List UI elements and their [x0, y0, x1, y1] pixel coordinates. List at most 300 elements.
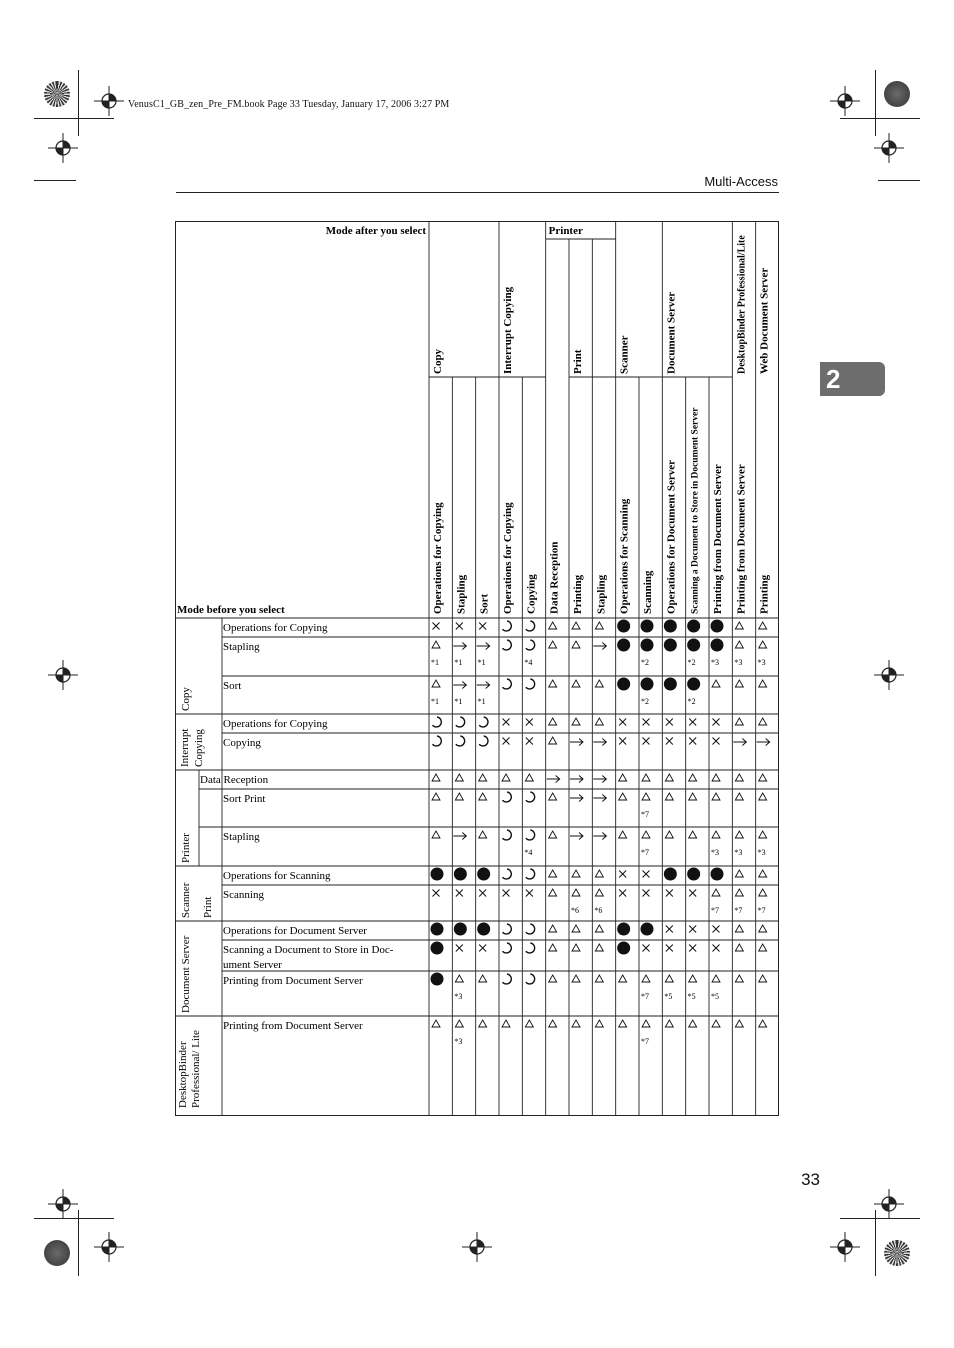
- triangle-icon: [549, 944, 557, 951]
- hollow-circle-icon: [526, 792, 535, 802]
- crop-line: [34, 180, 76, 181]
- registration-mark-icon: [874, 660, 904, 690]
- filled-circle-icon: [664, 868, 677, 881]
- cross-icon: [479, 623, 486, 630]
- filled-circle-icon: [617, 678, 630, 691]
- filled-circle-icon: [687, 620, 700, 633]
- cell-note: *1: [431, 697, 439, 706]
- cross-icon: [666, 738, 673, 745]
- triangle-icon: [595, 1020, 603, 1027]
- triangle-icon: [689, 831, 697, 838]
- column-header: Operations for Copying: [432, 502, 444, 614]
- triangle-icon: [549, 641, 557, 648]
- cross-icon: [666, 945, 673, 952]
- triangle-icon: [619, 831, 627, 838]
- triangle-icon: [759, 718, 767, 725]
- triangle-icon: [759, 1020, 767, 1027]
- triangle-icon: [735, 870, 743, 877]
- cell-note: *4: [524, 848, 533, 857]
- column-header: Sort: [478, 593, 491, 614]
- triangle-icon: [595, 925, 603, 932]
- cross-icon: [666, 890, 673, 897]
- cell-note: *1: [477, 658, 486, 667]
- triangle-icon: [665, 774, 673, 781]
- cross-icon: [433, 890, 440, 897]
- hollow-circle-icon: [503, 974, 512, 984]
- filled-circle-icon: [617, 620, 630, 633]
- cross-icon: [689, 738, 696, 745]
- filled-circle-icon: [431, 868, 444, 881]
- hollow-circle-icon: [503, 792, 512, 802]
- arrow-right-icon: [593, 795, 606, 802]
- cross-icon: [433, 623, 440, 630]
- row-subgroup-label-print: Print: [202, 896, 214, 918]
- cross-icon: [456, 890, 463, 897]
- triangle-icon: [455, 793, 463, 800]
- triangle-icon: [525, 774, 533, 781]
- row-label: Operations for Document Server: [223, 925, 367, 937]
- row-group-label: Copying: [193, 729, 205, 767]
- triangle-icon: [735, 1020, 743, 1027]
- triangle-icon: [689, 793, 697, 800]
- triangle-icon: [455, 774, 463, 781]
- cell-note: *2: [641, 658, 649, 667]
- hollow-circle-icon: [526, 869, 535, 879]
- filled-circle-icon: [641, 620, 654, 633]
- triangle-icon: [479, 774, 487, 781]
- row-label: Data Reception: [200, 774, 269, 786]
- triangle-icon: [525, 1020, 533, 1027]
- arrow-right-icon: [593, 643, 606, 650]
- arrow-right-icon: [593, 776, 606, 783]
- cell-note: *6: [594, 906, 603, 915]
- row-group-label: Document Server: [180, 935, 192, 1013]
- cross-icon: [643, 719, 650, 726]
- registration-mark-icon: [48, 660, 78, 690]
- cell-note: *1: [431, 658, 439, 667]
- cell-note: *3: [454, 992, 463, 1001]
- triangle-icon: [642, 1020, 650, 1027]
- cross-icon: [526, 719, 533, 726]
- triangle-icon: [572, 975, 580, 982]
- group-header-print: Print: [572, 349, 584, 374]
- triangle-icon: [665, 975, 673, 982]
- triangle-icon: [595, 680, 603, 687]
- triangle-icon: [572, 944, 580, 951]
- cross-icon: [713, 926, 720, 933]
- arrow-right-icon: [570, 776, 583, 783]
- registration-mark-icon: [830, 1232, 860, 1262]
- triangle-icon: [712, 975, 720, 982]
- triangle-icon: [479, 793, 487, 800]
- calibration-disc-icon: [44, 1240, 70, 1266]
- triangle-icon: [549, 870, 557, 877]
- hollow-circle-icon: [526, 679, 535, 689]
- cross-icon: [526, 738, 533, 745]
- crop-line: [875, 70, 876, 136]
- cell-note: *3: [757, 658, 766, 667]
- chapter-tab: 2: [820, 362, 885, 396]
- column-header: Operations for Copying: [502, 502, 514, 614]
- triangle-icon: [735, 889, 743, 896]
- crop-line: [34, 118, 114, 119]
- filled-circle-icon: [641, 923, 654, 936]
- group-header: Copy: [432, 348, 444, 374]
- cross-icon: [689, 890, 696, 897]
- crop-line: [878, 180, 920, 181]
- cross-icon: [713, 945, 720, 952]
- cell-note: *3: [734, 848, 743, 857]
- triangle-icon: [642, 975, 650, 982]
- filled-circle-icon: [664, 678, 677, 691]
- triangle-icon: [572, 680, 580, 687]
- cross-icon: [643, 890, 650, 897]
- cross-icon: [526, 890, 533, 897]
- triangle-icon: [712, 680, 720, 687]
- triangle-icon: [432, 793, 440, 800]
- triangle-icon: [595, 622, 603, 629]
- triangle-icon: [549, 889, 557, 896]
- cell-note: *7: [734, 906, 743, 915]
- cell-note: *7: [641, 810, 649, 819]
- hollow-circle-icon: [433, 717, 442, 727]
- hollow-circle-icon: [526, 830, 535, 840]
- triangle-icon: [502, 1020, 510, 1027]
- triangle-icon: [759, 641, 767, 648]
- triangle-icon: [619, 793, 627, 800]
- triangle-icon: [712, 1020, 720, 1027]
- triangle-icon: [665, 831, 673, 838]
- filled-circle-icon: [617, 942, 630, 955]
- triangle-icon: [712, 889, 720, 896]
- column-header: Stapling: [595, 574, 608, 614]
- crop-line: [875, 1210, 876, 1276]
- triangle-icon: [479, 975, 487, 982]
- triangle-icon: [735, 774, 743, 781]
- triangle-icon: [549, 622, 557, 629]
- cell-note: *7: [711, 906, 719, 915]
- triangle-icon: [642, 774, 650, 781]
- cross-icon: [643, 945, 650, 952]
- crop-line: [34, 1218, 114, 1219]
- triangle-icon: [759, 793, 767, 800]
- triangle-icon: [549, 925, 557, 932]
- arrow-right-icon: [477, 682, 490, 689]
- triangle-icon: [455, 1020, 463, 1027]
- column-header: Copying: [525, 574, 538, 614]
- column-header: Printing: [758, 574, 771, 614]
- triangle-icon: [549, 793, 557, 800]
- registration-mark-icon: [48, 1189, 78, 1219]
- row-label: Sort: [223, 680, 242, 692]
- corner-label-after: Mode after you select: [325, 225, 426, 237]
- cell-note: *2: [641, 697, 649, 706]
- column-header: Scanning: [642, 570, 654, 614]
- cross-icon: [503, 738, 510, 745]
- cross-icon: [619, 719, 626, 726]
- group-header: Document Server: [665, 291, 678, 374]
- filled-circle-icon: [477, 868, 490, 881]
- triangle-icon: [735, 944, 743, 951]
- row-label: Stapling: [223, 641, 260, 653]
- triangle-icon: [665, 793, 673, 800]
- hollow-circle-icon: [456, 736, 465, 746]
- section-title: Multi-Access: [704, 174, 778, 189]
- cell-note: *3: [454, 1037, 463, 1046]
- filled-circle-icon: [617, 923, 630, 936]
- hollow-circle-icon: [503, 679, 512, 689]
- row-group-label: Copy: [180, 687, 192, 711]
- calibration-disc-icon: [884, 81, 910, 107]
- triangle-icon: [759, 944, 767, 951]
- print-header: VenusC1_GB_zen_Pre_FM.book Page 33 Tuesday, January 17, 2006 3:27 PM: [128, 99, 450, 110]
- row-label: Scanning a Document to Store in Doc-: [223, 944, 394, 956]
- triangle-icon: [735, 831, 743, 838]
- group-header: Web Document Server: [758, 267, 771, 374]
- calibration-disc-icon: [884, 1240, 910, 1266]
- triangle-icon: [455, 975, 463, 982]
- crop-line: [840, 1218, 920, 1219]
- row-label: Operations for Copying: [223, 622, 328, 634]
- registration-mark-icon: [462, 1232, 492, 1262]
- column-header: Scanning a Document to Store in Document Server: [690, 407, 701, 614]
- triangle-icon: [549, 831, 557, 838]
- triangle-icon: [735, 680, 743, 687]
- triangle-icon: [619, 975, 627, 982]
- triangle-icon: [735, 641, 743, 648]
- filled-circle-icon: [687, 868, 700, 881]
- group-header: DesktopBinder Professional/Lite: [736, 235, 748, 374]
- triangle-icon: [572, 622, 580, 629]
- cell-note: *3: [734, 658, 743, 667]
- triangle-icon: [712, 831, 720, 838]
- cross-icon: [456, 945, 463, 952]
- cell-note: *7: [641, 848, 649, 857]
- triangle-icon: [432, 641, 440, 648]
- triangle-icon: [759, 774, 767, 781]
- cross-icon: [643, 871, 650, 878]
- triangle-icon: [549, 1020, 557, 1027]
- cell-note: *3: [711, 658, 719, 667]
- arrow-right-icon: [570, 833, 583, 840]
- cross-icon: [479, 945, 486, 952]
- arrow-right-icon: [453, 833, 466, 840]
- registration-mark-icon: [94, 1232, 124, 1262]
- triangle-icon: [595, 975, 603, 982]
- arrow-right-icon: [547, 776, 560, 783]
- calibration-disc-icon: [44, 81, 70, 107]
- hollow-circle-icon: [526, 924, 535, 934]
- arrow-right-icon: [570, 795, 583, 802]
- cross-icon: [619, 890, 626, 897]
- filled-circle-icon: [431, 973, 444, 986]
- arrow-right-icon: [453, 643, 466, 650]
- triangle-icon: [479, 1020, 487, 1027]
- arrow-right-icon: [593, 833, 606, 840]
- triangle-icon: [595, 944, 603, 951]
- filled-circle-icon: [477, 923, 490, 936]
- cell-note: *6: [571, 906, 579, 915]
- row-group-label: Printer: [180, 833, 192, 863]
- hollow-circle-icon: [479, 717, 488, 727]
- triangle-icon: [642, 793, 650, 800]
- row-label: Stapling: [223, 831, 260, 843]
- hollow-circle-icon: [526, 943, 535, 953]
- triangle-icon: [665, 1020, 673, 1027]
- cell-note: *5: [664, 992, 673, 1001]
- filled-circle-icon: [431, 923, 444, 936]
- cell-note: *4: [524, 658, 533, 667]
- filled-circle-icon: [617, 639, 630, 652]
- row-label: Scanning: [223, 889, 264, 901]
- triangle-icon: [712, 774, 720, 781]
- triangle-icon: [735, 718, 743, 725]
- hollow-circle-icon: [526, 974, 535, 984]
- crop-line: [840, 118, 920, 119]
- triangle-icon: [642, 831, 650, 838]
- hollow-circle-icon: [503, 869, 512, 879]
- row-group-label: Professional/ Lite: [190, 1030, 202, 1108]
- hollow-circle-icon: [503, 943, 512, 953]
- triangle-icon: [432, 1020, 440, 1027]
- triangle-icon: [689, 975, 697, 982]
- cross-icon: [619, 738, 626, 745]
- cell-note: *1: [454, 658, 463, 667]
- cell-note: *1: [477, 697, 486, 706]
- triangle-icon: [572, 718, 580, 725]
- cell-note: *7: [757, 906, 766, 915]
- filled-circle-icon: [711, 868, 724, 881]
- triangle-icon: [549, 680, 557, 687]
- triangle-icon: [572, 1020, 580, 1027]
- registration-mark-icon: [830, 86, 860, 116]
- cell-note: *1: [454, 697, 463, 706]
- triangle-icon: [759, 622, 767, 629]
- row-group-label: Interrupt: [179, 728, 191, 767]
- cross-icon: [643, 738, 650, 745]
- triangle-icon: [619, 774, 627, 781]
- row-label: Sort Print: [223, 793, 266, 805]
- triangle-icon: [712, 793, 720, 800]
- row-group-label: Scanner: [180, 882, 192, 918]
- filled-circle-icon: [431, 942, 444, 955]
- row-group-label: DesktopBinder: [177, 1041, 189, 1108]
- cell-note: *5: [711, 992, 719, 1001]
- column-header: Stapling: [455, 574, 468, 614]
- triangle-icon: [432, 774, 440, 781]
- hollow-circle-icon: [456, 717, 465, 727]
- crop-line: [78, 1210, 79, 1276]
- cross-icon: [713, 738, 720, 745]
- triangle-icon: [759, 680, 767, 687]
- filled-circle-icon: [641, 678, 654, 691]
- triangle-icon: [432, 680, 440, 687]
- column-header: Printing: [572, 574, 584, 614]
- column-header: Operations for Document Server: [665, 459, 678, 614]
- cross-icon: [503, 890, 510, 897]
- cross-icon: [689, 945, 696, 952]
- filled-circle-icon: [664, 639, 677, 652]
- hollow-circle-icon: [526, 640, 535, 650]
- filled-circle-icon: [711, 639, 724, 652]
- row-label: Operations for Scanning: [223, 870, 331, 882]
- registration-mark-icon: [94, 86, 124, 116]
- header-rule: [176, 192, 779, 193]
- triangle-icon: [595, 889, 603, 896]
- column-header: Data Reception: [548, 541, 561, 614]
- triangle-icon: [572, 870, 580, 877]
- arrow-right-icon: [477, 643, 490, 650]
- group-header: Scanner: [618, 335, 631, 374]
- triangle-icon: [759, 870, 767, 877]
- cross-icon: [456, 623, 463, 630]
- filled-circle-icon: [454, 868, 467, 881]
- cross-icon: [689, 926, 696, 933]
- triangle-icon: [595, 870, 603, 877]
- row-label: Copying: [223, 737, 261, 749]
- column-header: Printing from Document Server: [712, 464, 724, 614]
- filled-circle-icon: [711, 620, 724, 633]
- registration-mark-icon: [874, 1189, 904, 1219]
- triangle-icon: [432, 831, 440, 838]
- triangle-icon: [619, 1020, 627, 1027]
- triangle-icon: [759, 831, 767, 838]
- column-header: Printing from Document Server: [735, 464, 748, 614]
- cross-icon: [689, 719, 696, 726]
- triangle-icon: [549, 718, 557, 725]
- hollow-circle-icon: [479, 736, 488, 746]
- triangle-icon: [549, 975, 557, 982]
- multi-access-table: [175, 221, 779, 1116]
- triangle-icon: [759, 975, 767, 982]
- cross-icon: [503, 719, 510, 726]
- triangle-icon: [572, 925, 580, 932]
- row-label: Printing from Document Server: [223, 975, 363, 987]
- triangle-icon: [735, 793, 743, 800]
- filled-circle-icon: [454, 923, 467, 936]
- cell-note: *7: [641, 992, 649, 1001]
- column-header: Operations for Scanning: [618, 498, 631, 614]
- triangle-icon: [689, 774, 697, 781]
- cross-icon: [666, 926, 673, 933]
- triangle-icon: [572, 641, 580, 648]
- cross-icon: [619, 871, 626, 878]
- row-label: ument Server: [223, 959, 282, 971]
- filled-circle-icon: [687, 639, 700, 652]
- arrow-right-icon: [757, 739, 770, 746]
- corner-label-before: Mode before you select: [177, 604, 285, 616]
- triangle-icon: [595, 718, 603, 725]
- triangle-icon: [759, 925, 767, 932]
- group-header: Interrupt Copying: [502, 286, 514, 374]
- hollow-circle-icon: [503, 640, 512, 650]
- filled-circle-icon: [641, 639, 654, 652]
- arrow-right-icon: [593, 739, 606, 746]
- cell-note: *3: [757, 848, 766, 857]
- arrow-right-icon: [733, 739, 746, 746]
- triangle-icon: [549, 737, 557, 744]
- hollow-circle-icon: [503, 621, 512, 631]
- triangle-icon: [502, 774, 510, 781]
- group-header-printer: Printer: [548, 225, 583, 237]
- cell-note: *3: [711, 848, 719, 857]
- crop-line: [78, 70, 79, 136]
- cell-note: *2: [687, 697, 696, 706]
- cell-note: *2: [687, 658, 696, 667]
- row-label: Operations for Copying: [223, 718, 328, 730]
- triangle-icon: [572, 889, 580, 896]
- row-label: Printing from Document Server: [223, 1020, 363, 1032]
